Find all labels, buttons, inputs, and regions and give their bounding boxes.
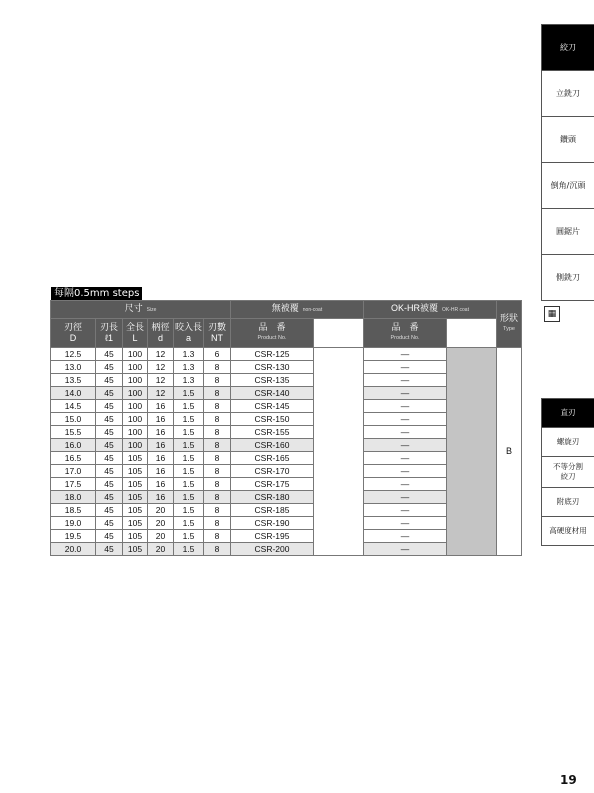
cell-okhr-product-no: — bbox=[364, 374, 447, 387]
cell-product-no: CSR-130 bbox=[231, 361, 314, 374]
cell-L: 105 bbox=[123, 504, 148, 517]
cell-a: 1.3 bbox=[174, 374, 204, 387]
cell-okhr-product-no: — bbox=[364, 491, 447, 504]
col-header-product-noncoat: 品 番 Product No. bbox=[231, 319, 314, 348]
cell-NT: 8 bbox=[204, 530, 231, 543]
cell-l1: 45 bbox=[96, 452, 123, 465]
cell-D: 14.0 bbox=[51, 387, 96, 400]
spec-table bbox=[50, 300, 522, 556]
cell-L: 100 bbox=[123, 413, 148, 426]
cell-L: 100 bbox=[123, 387, 148, 400]
category-tab[interactable]: 立銑刀 bbox=[541, 70, 594, 116]
cell-okhr-product-no: — bbox=[364, 478, 447, 491]
cell-l1: 45 bbox=[96, 348, 123, 361]
noncoat-blank-column bbox=[314, 348, 364, 556]
cell-a: 1.5 bbox=[174, 530, 204, 543]
cell-l1: 45 bbox=[96, 374, 123, 387]
cell-product-no: CSR-175 bbox=[231, 478, 314, 491]
cell-NT: 8 bbox=[204, 400, 231, 413]
cell-a: 1.3 bbox=[174, 361, 204, 374]
cell-a: 1.5 bbox=[174, 439, 204, 452]
okhr-header: OK-HR被覆 OK-HR coat bbox=[364, 301, 497, 319]
cell-a: 1.5 bbox=[174, 426, 204, 439]
cell-L: 100 bbox=[123, 348, 148, 361]
cell-l1: 45 bbox=[96, 530, 123, 543]
cell-d: 12 bbox=[148, 387, 174, 400]
cell-D: 15.5 bbox=[51, 426, 96, 439]
category-tab[interactable]: 圓鋸片 bbox=[541, 208, 594, 254]
cell-okhr-product-no: — bbox=[364, 400, 447, 413]
cell-l1: 45 bbox=[96, 387, 123, 400]
cell-D: 20.0 bbox=[51, 543, 96, 556]
table-row bbox=[51, 348, 522, 361]
cell-d: 16 bbox=[148, 491, 174, 504]
category-tab[interactable]: 倒角/沉頭 bbox=[541, 162, 594, 208]
cell-D: 19.0 bbox=[51, 517, 96, 530]
cell-okhr-product-no: — bbox=[364, 452, 447, 465]
cell-l1: 45 bbox=[96, 478, 123, 491]
cell-l1: 45 bbox=[96, 491, 123, 504]
cell-D: 15.0 bbox=[51, 413, 96, 426]
cell-a: 1.5 bbox=[174, 543, 204, 556]
cell-L: 105 bbox=[123, 530, 148, 543]
cell-l1: 45 bbox=[96, 504, 123, 517]
cell-d: 16 bbox=[148, 478, 174, 491]
cell-d: 12 bbox=[148, 374, 174, 387]
cell-okhr-product-no: — bbox=[364, 543, 447, 556]
cell-okhr-product-no: — bbox=[364, 517, 447, 530]
cell-d: 20 bbox=[148, 517, 174, 530]
cell-L: 100 bbox=[123, 439, 148, 452]
col-header-d: 柄徑 d bbox=[148, 319, 174, 348]
cell-NT: 8 bbox=[204, 517, 231, 530]
col-header-product-okhr: 品 番 Product No. bbox=[364, 319, 447, 348]
cell-L: 100 bbox=[123, 361, 148, 374]
calculator-icon[interactable]: ▦ bbox=[544, 306, 560, 322]
cell-D: 13.5 bbox=[51, 374, 96, 387]
cell-D: 12.5 bbox=[51, 348, 96, 361]
cell-product-no: CSR-125 bbox=[231, 348, 314, 361]
cell-d: 20 bbox=[148, 543, 174, 556]
category-tab[interactable]: 絞刀 bbox=[541, 24, 594, 70]
cell-l1: 45 bbox=[96, 517, 123, 530]
cell-l1: 45 bbox=[96, 413, 123, 426]
cell-NT: 8 bbox=[204, 465, 231, 478]
cell-product-no: CSR-165 bbox=[231, 452, 314, 465]
cell-l1: 45 bbox=[96, 400, 123, 413]
cell-product-no: CSR-155 bbox=[231, 426, 314, 439]
cell-d: 20 bbox=[148, 530, 174, 543]
cell-l1: 45 bbox=[96, 439, 123, 452]
cell-D: 14.5 bbox=[51, 400, 96, 413]
cell-product-no: CSR-185 bbox=[231, 504, 314, 517]
cell-product-no: CSR-170 bbox=[231, 465, 314, 478]
noncoat-header: 無被覆 non-coat bbox=[231, 301, 364, 319]
cell-okhr-product-no: — bbox=[364, 426, 447, 439]
cell-NT: 8 bbox=[204, 374, 231, 387]
cell-a: 1.5 bbox=[174, 452, 204, 465]
cell-a: 1.5 bbox=[174, 400, 204, 413]
cell-D: 13.0 bbox=[51, 361, 96, 374]
cell-l1: 45 bbox=[96, 426, 123, 439]
cell-NT: 8 bbox=[204, 504, 231, 517]
cell-NT: 8 bbox=[204, 478, 231, 491]
cell-product-no: CSR-150 bbox=[231, 413, 314, 426]
cell-d: 16 bbox=[148, 400, 174, 413]
cell-L: 105 bbox=[123, 517, 148, 530]
col-header-noncoat-blank bbox=[314, 319, 364, 348]
cell-NT: 8 bbox=[204, 543, 231, 556]
cell-d: 16 bbox=[148, 465, 174, 478]
cell-D: 16.0 bbox=[51, 439, 96, 452]
cell-product-no: CSR-140 bbox=[231, 387, 314, 400]
cell-a: 1.5 bbox=[174, 465, 204, 478]
cell-d: 16 bbox=[148, 426, 174, 439]
cell-product-no: CSR-145 bbox=[231, 400, 314, 413]
cell-L: 105 bbox=[123, 452, 148, 465]
subcategory-tab[interactable]: 直刃 bbox=[541, 398, 594, 427]
cell-okhr-product-no: — bbox=[364, 413, 447, 426]
cell-NT: 8 bbox=[204, 426, 231, 439]
page-number: 19 bbox=[560, 773, 577, 787]
cell-D: 16.5 bbox=[51, 452, 96, 465]
cell-L: 100 bbox=[123, 426, 148, 439]
cell-okhr-product-no: — bbox=[364, 361, 447, 374]
cell-okhr-product-no: — bbox=[364, 439, 447, 452]
cell-d: 12 bbox=[148, 348, 174, 361]
cell-d: 12 bbox=[148, 361, 174, 374]
col-header-l1: 刃長 ℓ1 bbox=[96, 319, 123, 348]
cell-d: 16 bbox=[148, 413, 174, 426]
cell-product-no: CSR-160 bbox=[231, 439, 314, 452]
cell-okhr-product-no: — bbox=[364, 465, 447, 478]
type-cell: B bbox=[497, 348, 522, 556]
cell-okhr-product-no: — bbox=[364, 504, 447, 517]
category-tabs bbox=[541, 24, 594, 301]
col-header-okhr-blank bbox=[447, 319, 497, 348]
okhr-shaded-column bbox=[447, 348, 497, 556]
cell-a: 1.5 bbox=[174, 491, 204, 504]
subcategory-tab[interactable]: 高硬度材用 bbox=[541, 516, 594, 546]
cell-L: 105 bbox=[123, 491, 148, 504]
cell-NT: 8 bbox=[204, 361, 231, 374]
steps-label: 每隔0.5mm steps bbox=[51, 287, 142, 300]
cell-l1: 45 bbox=[96, 361, 123, 374]
cell-a: 1.5 bbox=[174, 413, 204, 426]
cell-a: 1.5 bbox=[174, 387, 204, 400]
cell-D: 18.0 bbox=[51, 491, 96, 504]
size-header: 尺寸 Size bbox=[51, 301, 231, 319]
cell-D: 18.5 bbox=[51, 504, 96, 517]
cell-L: 105 bbox=[123, 465, 148, 478]
cell-NT: 8 bbox=[204, 413, 231, 426]
subcategory-tabs bbox=[541, 398, 594, 546]
cell-D: 17.5 bbox=[51, 478, 96, 491]
cell-l1: 45 bbox=[96, 543, 123, 556]
cell-d: 20 bbox=[148, 504, 174, 517]
cell-L: 100 bbox=[123, 374, 148, 387]
subcategory-tab[interactable]: 不等分割 絞刀 bbox=[541, 456, 594, 487]
category-tab[interactable]: 側銑刀 bbox=[541, 254, 594, 301]
cell-a: 1.5 bbox=[174, 478, 204, 491]
cell-NT: 8 bbox=[204, 439, 231, 452]
cell-NT: 8 bbox=[204, 452, 231, 465]
cell-okhr-product-no: — bbox=[364, 348, 447, 361]
cell-NT: 8 bbox=[204, 491, 231, 504]
col-header-a: 咬入長 a bbox=[174, 319, 204, 348]
cell-d: 16 bbox=[148, 439, 174, 452]
cell-NT: 6 bbox=[204, 348, 231, 361]
subcategory-tab[interactable]: 附底刃 bbox=[541, 487, 594, 516]
cell-D: 17.0 bbox=[51, 465, 96, 478]
type-header: 形狀 Type bbox=[497, 301, 522, 348]
col-header-D: 刃徑 D bbox=[51, 319, 96, 348]
col-header-NT: 刃數 NT bbox=[204, 319, 231, 348]
cell-okhr-product-no: — bbox=[364, 530, 447, 543]
cell-a: 1.5 bbox=[174, 504, 204, 517]
cell-L: 105 bbox=[123, 543, 148, 556]
col-header-L: 全長 L bbox=[123, 319, 148, 348]
cell-D: 19.5 bbox=[51, 530, 96, 543]
cell-product-no: CSR-200 bbox=[231, 543, 314, 556]
category-tab[interactable]: 鑽頭 bbox=[541, 116, 594, 162]
cell-L: 100 bbox=[123, 400, 148, 413]
cell-product-no: CSR-135 bbox=[231, 374, 314, 387]
cell-product-no: CSR-190 bbox=[231, 517, 314, 530]
cell-a: 1.5 bbox=[174, 517, 204, 530]
cell-product-no: CSR-180 bbox=[231, 491, 314, 504]
cell-L: 105 bbox=[123, 478, 148, 491]
subcategory-tab[interactable]: 螺旋刃 bbox=[541, 427, 594, 456]
cell-okhr-product-no: — bbox=[364, 387, 447, 400]
cell-d: 16 bbox=[148, 452, 174, 465]
cell-product-no: CSR-195 bbox=[231, 530, 314, 543]
cell-NT: 8 bbox=[204, 387, 231, 400]
cell-l1: 45 bbox=[96, 465, 123, 478]
cell-a: 1.3 bbox=[174, 348, 204, 361]
